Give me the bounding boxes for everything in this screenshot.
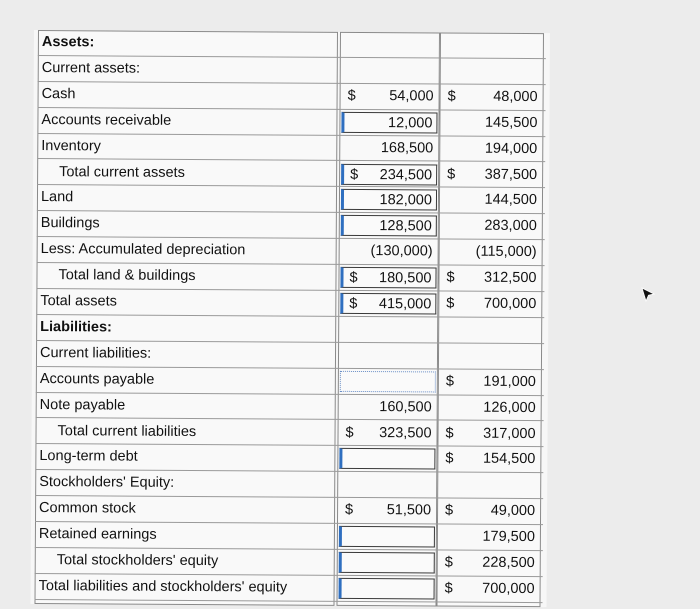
amount-value: 51,500 xyxy=(386,502,432,519)
amount-value: (130,000) xyxy=(370,243,433,260)
table-row xyxy=(31,470,543,499)
table-row xyxy=(33,159,545,188)
table-row xyxy=(31,574,543,603)
amount-cell xyxy=(440,268,540,290)
amount-input-cell[interactable] xyxy=(339,552,435,574)
row-label: Accounts payable xyxy=(39,370,155,388)
amount-value: 180,500 xyxy=(379,270,432,287)
amount-cell xyxy=(439,423,539,445)
row-label: Accounts receivable xyxy=(41,111,172,129)
table-row xyxy=(32,263,544,292)
amount-cell xyxy=(339,500,435,522)
currency-symbol: $ xyxy=(446,295,455,312)
amount-value: 312,500 xyxy=(484,269,537,287)
currency-symbol: $ xyxy=(447,166,456,183)
table-row xyxy=(33,211,545,240)
amount-value: 415,000 xyxy=(378,296,432,313)
amount-input-cell[interactable] xyxy=(340,267,436,289)
amount-cell xyxy=(439,578,539,600)
amount-value: 323,500 xyxy=(379,424,432,441)
table-row xyxy=(32,367,544,396)
amount-value: 234,500 xyxy=(379,166,433,183)
table-row xyxy=(32,289,544,318)
amount-value: 194,000 xyxy=(484,140,538,157)
row-label: Land xyxy=(40,189,74,206)
amount-value: 700,000 xyxy=(483,295,537,313)
amount-cell xyxy=(342,86,438,108)
amount-value: 182,000 xyxy=(379,192,433,209)
table-row xyxy=(33,185,545,214)
amount-input-cell[interactable] xyxy=(339,448,435,470)
row-label: Cash xyxy=(41,85,76,103)
currency-symbol: $ xyxy=(349,295,358,312)
currency-symbol: $ xyxy=(445,502,454,519)
currency-symbol: $ xyxy=(350,166,359,183)
amount-cell xyxy=(439,501,539,523)
table-row xyxy=(33,134,545,163)
amount-cell xyxy=(441,216,541,238)
table-row xyxy=(34,30,546,59)
amount-cell xyxy=(340,396,436,418)
table-row xyxy=(32,341,544,370)
row-label: Total current assets xyxy=(59,163,185,181)
currency-symbol: $ xyxy=(347,87,356,104)
amount-cell xyxy=(439,527,539,549)
currency-symbol: $ xyxy=(349,270,358,287)
amount-value: 144,500 xyxy=(484,192,538,209)
table-row xyxy=(33,108,545,137)
table-row xyxy=(34,56,546,85)
amount-value: 126,000 xyxy=(483,399,536,416)
amount-cell xyxy=(341,241,437,263)
amount-cell xyxy=(339,422,435,444)
amount-value: 145,500 xyxy=(484,114,538,131)
row-label: Buildings xyxy=(40,215,100,232)
table-row xyxy=(31,444,543,473)
row-label: Total assets xyxy=(40,293,117,310)
amount-cell xyxy=(439,449,539,471)
amount-value: 48,000 xyxy=(493,88,538,105)
row-label: Liabilities: xyxy=(40,318,112,336)
balance-sheet-table xyxy=(30,30,549,607)
amount-value: 700,000 xyxy=(482,580,535,597)
amount-cell xyxy=(440,293,540,315)
table-row xyxy=(31,418,543,447)
amount-input-cell[interactable] xyxy=(340,371,436,393)
table-row xyxy=(31,548,543,577)
amount-value: (115,000) xyxy=(475,243,537,261)
currency-symbol: $ xyxy=(445,425,454,442)
amount-input-cell[interactable] xyxy=(341,112,437,134)
currency-symbol: $ xyxy=(345,424,354,441)
amount-value: 283,000 xyxy=(484,218,537,235)
currency-symbol: $ xyxy=(446,269,455,286)
row-label: Total land & buildings xyxy=(58,267,196,285)
row-label: Total stockholders' equity xyxy=(56,552,219,570)
amount-input-cell[interactable] xyxy=(341,189,437,211)
amount-input-cell[interactable] xyxy=(341,215,437,237)
row-label: Inventory xyxy=(41,137,101,155)
amount-cell xyxy=(440,397,540,419)
table-row xyxy=(31,496,543,525)
row-label: Total liabilities and stockholders' equity xyxy=(38,577,288,596)
amount-cell xyxy=(441,190,541,212)
amount-cell xyxy=(440,371,540,393)
amount-value: 179,500 xyxy=(482,528,535,546)
row-label: Common stock xyxy=(39,500,136,517)
amount-input-cell[interactable] xyxy=(341,163,437,185)
row-label: Less: Accumulated depreciation xyxy=(40,241,246,259)
row-label: Current liabilities: xyxy=(39,344,152,362)
row-label: Note payable xyxy=(39,396,126,414)
amount-value: 387,500 xyxy=(484,166,538,183)
amount-value: 128,500 xyxy=(379,218,432,235)
table-row xyxy=(32,393,544,422)
table-row xyxy=(32,315,544,344)
row-label: Total current liabilities xyxy=(57,422,197,440)
amount-value: 160,500 xyxy=(379,398,432,416)
currency-symbol: $ xyxy=(444,554,453,571)
amount-cell xyxy=(441,164,541,186)
amount-input-cell[interactable] xyxy=(339,526,435,548)
currency-symbol: $ xyxy=(445,450,454,467)
amount-value: 49,000 xyxy=(490,502,536,520)
table-row xyxy=(34,82,546,111)
amount-value: 12,000 xyxy=(388,114,433,132)
row-label: Assets: xyxy=(41,34,95,51)
currency-symbol: $ xyxy=(345,502,354,519)
amount-value: 168,500 xyxy=(380,139,434,157)
amount-cell xyxy=(441,112,541,134)
table-row xyxy=(31,522,543,551)
amount-cell xyxy=(441,242,541,264)
amount-value: 228,500 xyxy=(482,554,535,572)
row-label: Long-term debt xyxy=(39,448,138,466)
amount-cell xyxy=(439,552,539,574)
amount-input-cell[interactable] xyxy=(340,293,436,315)
amount-cell xyxy=(442,86,542,108)
amount-value: 154,500 xyxy=(482,451,536,468)
amount-cell xyxy=(341,137,437,159)
row-label: Stockholders' Equity: xyxy=(39,474,175,492)
amount-input-cell[interactable] xyxy=(339,578,435,600)
currency-symbol: $ xyxy=(444,580,453,597)
row-label: Current assets: xyxy=(41,59,141,77)
table-body xyxy=(34,30,550,597)
amount-value: 191,000 xyxy=(483,373,536,390)
mouse-pointer-icon xyxy=(641,287,655,303)
table-row xyxy=(33,237,545,266)
amount-cell xyxy=(441,138,541,160)
currency-symbol: $ xyxy=(447,88,456,105)
row-label: Retained earnings xyxy=(38,526,157,543)
amount-value: 317,000 xyxy=(483,425,536,442)
amount-value: 54,000 xyxy=(389,87,434,105)
currency-symbol: $ xyxy=(445,373,454,390)
